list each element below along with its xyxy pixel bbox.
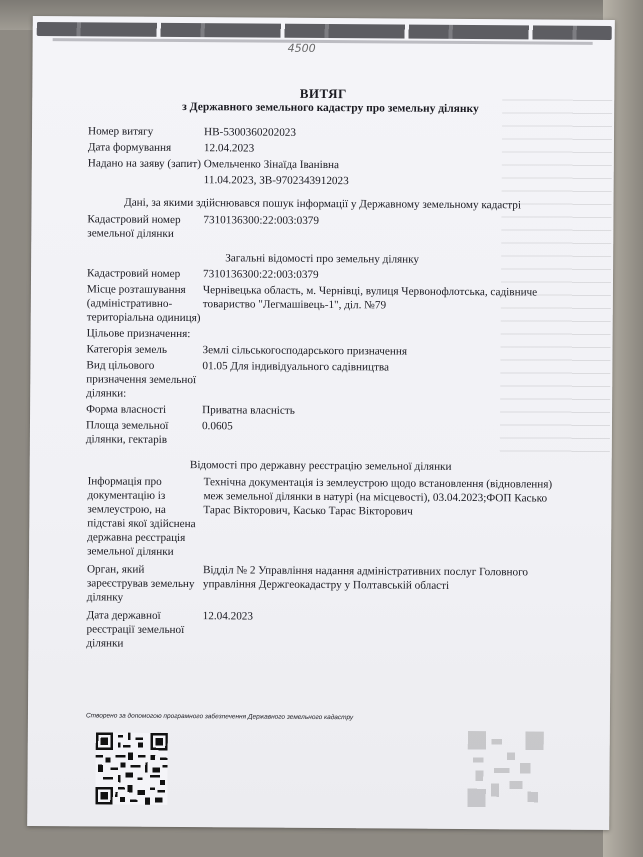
- doc-value-2: меж земельної ділянки в натурі (на місцевості), 03.04.2023;ФОП Касько: [203, 490, 548, 505]
- request-date-number: 11.04.2023, ЗВ-9702343912023: [203, 174, 349, 188]
- land-category-value: Землі сільськогосподарського призначення: [202, 344, 408, 358]
- location-label-2: (адміністративно-: [86, 297, 173, 310]
- search-cadastral-label-2: земельної ділянки: [87, 227, 174, 240]
- use-type-label-3: ділянки:: [86, 387, 127, 400]
- footer-note: Створено за допомогою програмного забезпечення Державного земельного кадастру: [85, 712, 354, 722]
- request-applicant: Омельченко Зінаїда Іванівна: [203, 158, 340, 172]
- doc-label-4: підставі якої здійснена: [87, 517, 196, 531]
- location-value-2: товариство "Легмашівець-1", діл. №79: [202, 298, 387, 312]
- organ-value-2: управління Держгеокадастру у Полтавській області: [202, 578, 450, 592]
- scan-artifact: [37, 22, 612, 40]
- handwritten-note: 4500: [287, 41, 316, 55]
- area-value: 0.0605: [201, 420, 233, 433]
- search-cadastral-value: 7310136300:22:003:0379: [203, 214, 320, 227]
- document-subtitle: з Державного земельного кадастру про земельну ділянку: [182, 101, 479, 116]
- cadastral-number-value: 7310136300:22:003:0379: [202, 268, 319, 281]
- area-label-1: Площа земельної: [85, 419, 169, 432]
- document-title: ВИТЯГ: [299, 85, 347, 102]
- organ-label-2: зареєстрував земельну: [86, 577, 195, 591]
- registration-section-heading: Відомості про державну реєстрацію земельної ділянки: [189, 459, 452, 473]
- bleed-through-qr-code-icon: [467, 731, 544, 808]
- organ-label-3: ділянку: [86, 591, 124, 604]
- search-cadastral-label-1: Кадастровий номер: [87, 213, 181, 227]
- use-type-value: 01.05 Для індивідуального садівництва: [202, 360, 389, 374]
- formation-date-value: 12.04.2023: [203, 142, 255, 155]
- location-label-3: територіальна одиниця): [86, 311, 201, 325]
- extract-number-label: Номер витягу: [87, 125, 154, 138]
- ownership-label: Форма власності: [86, 403, 167, 416]
- general-section-heading: Загальні відомості про земельну ділянку: [225, 252, 420, 266]
- use-type-label-1: Вид цільового: [86, 359, 155, 372]
- reg-date-value: 12.04.2023: [202, 610, 254, 623]
- doc-label-1: Інформація про: [87, 475, 162, 488]
- reg-date-label-3: ділянки: [86, 637, 124, 650]
- document-page: [27, 16, 615, 830]
- organ-label-1: Орган, який: [86, 563, 145, 576]
- organ-value-1: Відділ № 2 Управління надання адміністративних послуг Головного: [202, 564, 529, 579]
- request-label: Надано на заяву (запит): [87, 157, 202, 171]
- search-section-heading: Дані, за якими здійснювався пошук інформації у Державному земельному кадастрі: [124, 196, 522, 212]
- reg-date-label-2: реєстрації земельної: [86, 623, 185, 637]
- doc-value-3: Тарас Вікторович, Касько Тарас Вікторович: [203, 504, 413, 518]
- doc-value-1: Технічна документація із землеустрою щодо встановлення (відновлення): [203, 476, 553, 491]
- doc-label-6: земельної ділянки: [87, 545, 174, 558]
- extract-number-value: НВ-5300360202023: [203, 126, 297, 139]
- location-label-1: Місце розташування: [86, 283, 186, 297]
- location-value-1: Чернівецька область, м. Чернівці, вулиця Червонофлотська, садівниче: [202, 284, 538, 299]
- area-label-2: ділянки, гектарів: [85, 433, 168, 446]
- use-type-label-2: призначення земельної: [86, 373, 197, 387]
- land-category-label: Категорія земель: [86, 343, 168, 356]
- reg-date-label-1: Дата державної: [86, 609, 161, 622]
- formation-date-label: Дата формування: [87, 141, 172, 154]
- doc-label-3: землеустрою, на: [87, 503, 166, 516]
- doc-label-2: документацію із: [87, 489, 166, 502]
- doc-label-5: державна реєстрація: [87, 531, 186, 545]
- ownership-value: Приватна власність: [202, 404, 295, 417]
- purpose-label: Цільове призначення:: [86, 327, 191, 341]
- bleed-through-text: [500, 99, 613, 460]
- qr-code-icon: [95, 732, 168, 805]
- cadastral-number-label: Кадастровий номер: [86, 267, 181, 281]
